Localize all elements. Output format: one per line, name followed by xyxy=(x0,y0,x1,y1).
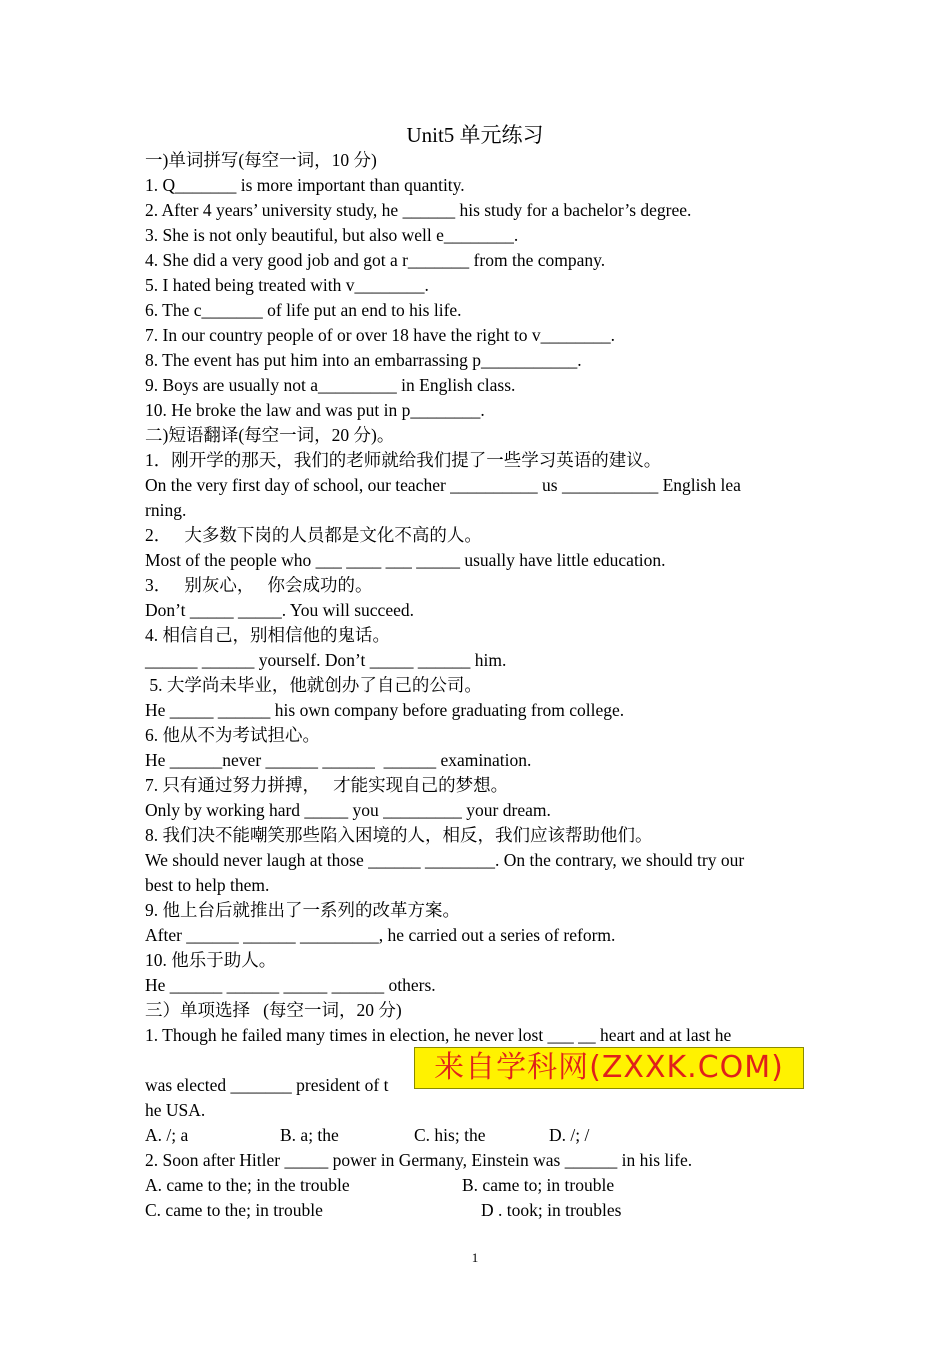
chinese-prompt: 2． 大多数下岗的人员都是文化不高的人。 xyxy=(145,525,482,545)
english-line: best to help them. xyxy=(145,875,270,895)
english-line: He _____ ______ his own company before graduating from college. xyxy=(145,700,625,720)
page-number: 1 xyxy=(471,1250,479,1265)
question-line: 9. Boys are usually not a_________ in English class. xyxy=(145,375,516,395)
question-line: 2. After 4 years’ university study, he ______ his study for a bachelor’s degree. xyxy=(145,200,692,220)
chinese-prompt: 10. 他乐于助人。 xyxy=(145,950,277,970)
question-line: 1. Q_______ is more important than quantity. xyxy=(145,175,465,195)
english-line: On the very first day of school, our teacher __________ us ___________ English lea xyxy=(145,475,741,495)
section-heading-1: 一)单词拼写(每空一词，10 分) xyxy=(145,150,377,170)
question-line: 7. In our country people of or over 18 have the right to v________. xyxy=(145,325,615,345)
section-heading-2: 二)短语翻译(每空一词，20 分)。 xyxy=(145,425,395,445)
option-d: D. /; / xyxy=(549,1125,590,1145)
english-line: rning. xyxy=(145,500,187,520)
chinese-prompt: 7. 只有通过努力拼搏， 才能实现自己的梦想。 xyxy=(145,775,509,795)
page-title: Unit5 单元练习 xyxy=(406,123,544,147)
english-line: Only by working hard _____ you _________ your dream. xyxy=(145,800,551,820)
english-line: He ______ ______ _____ ______ others. xyxy=(145,975,436,995)
question-line: 2. Soon after Hitler _____ power in Germany, Einstein was ______ in his life. xyxy=(145,1150,693,1170)
option-b: B. a; the xyxy=(280,1125,339,1145)
question-line: he USA. xyxy=(145,1100,206,1120)
chinese-prompt: 6. 他从不为考试担心。 xyxy=(145,725,320,745)
chinese-prompt: 3． 别灰心， 你会成功的。 xyxy=(145,575,373,595)
option-c: C. came to the; in trouble xyxy=(145,1200,323,1220)
option-a: A. came to the; in the trouble xyxy=(145,1175,350,1195)
question-line: 8. The event has put him into an embarrassing p___________. xyxy=(145,350,582,370)
question-line: 5. I hated being treated with v________. xyxy=(145,275,429,295)
option-a: A. /; a xyxy=(145,1125,189,1145)
english-line: Don’t _____ _____. You will succeed. xyxy=(145,600,414,620)
english-line: ______ ______ yourself. Don’t _____ ______ him. xyxy=(145,650,507,670)
question-line: was elected _______ president of t xyxy=(145,1075,389,1095)
question-line: 4. She did a very good job and got a r_______ from the company. xyxy=(145,250,606,270)
english-line: He ______never ______ ______ ______ examination. xyxy=(145,750,532,770)
english-line: After ______ ______ _________, he carried out a series of reform. xyxy=(145,925,616,945)
chinese-prompt: 8. 我们决不能嘲笑那些陷入困境的人，相反，我们应该帮助他们。 xyxy=(145,825,653,845)
watermark-banner: 来自学科网(ZXXK.COM) xyxy=(414,1047,804,1089)
section-heading-3: 三）单项选择 (每空一词，20 分) xyxy=(145,1000,402,1020)
option-d: D . took; in troubles xyxy=(481,1200,622,1220)
option-c: C. his; the xyxy=(414,1125,486,1145)
english-line: Most of the people who ___ ____ ___ _____ usually have little education. xyxy=(145,550,666,570)
option-b: B. came to; in trouble xyxy=(462,1175,615,1195)
chinese-prompt: 1．刚开学的那天，我们的老师就给我们提了一些学习英语的建议。 xyxy=(145,450,662,470)
question-line: 3. She is not only beautiful, but also well e________. xyxy=(145,225,519,245)
chinese-prompt: 4. 相信自己，别相信他的鬼话。 xyxy=(145,625,390,645)
chinese-prompt: 5. 大学尚未毕业，他就创办了自己的公司。 xyxy=(145,675,482,695)
question-line: 10. He broke the law and was put in p________. xyxy=(145,400,485,420)
question-line: 1. Though he failed many times in election, he never lost ___ __ heart and at last he xyxy=(145,1025,732,1045)
english-line: We should never laugh at those ______ ________. On the contrary, we should try our xyxy=(145,850,745,870)
question-line: 6. The c_______ of life put an end to his life. xyxy=(145,300,462,320)
chinese-prompt: 9. 他上台后就推出了一系列的改革方案。 xyxy=(145,900,460,920)
